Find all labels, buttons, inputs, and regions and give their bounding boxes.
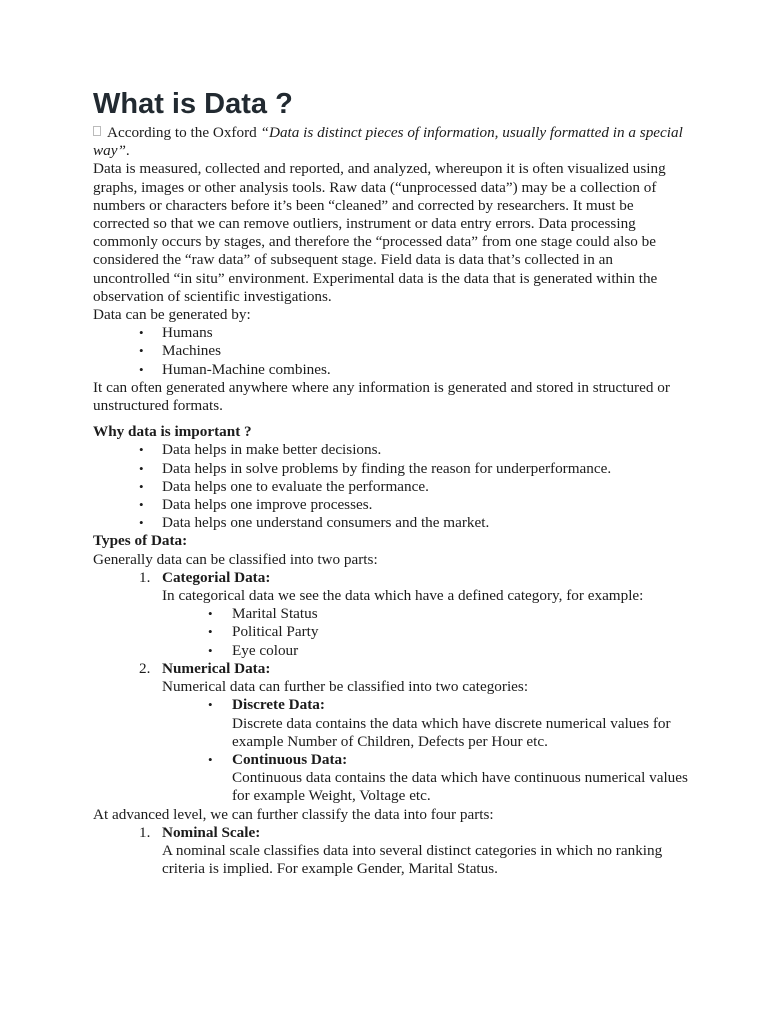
list-item: • Machines xyxy=(93,342,693,360)
discrete-text: Discrete data contains the data which have discrete numerical values for example Number of Children, Defects per Hour etc. xyxy=(232,714,671,750)
categorial-text: In categorical data we see the data which have a defined category, for example: xyxy=(162,587,644,605)
list-number: 1. xyxy=(139,568,151,586)
list-item xyxy=(93,642,693,660)
categorial-heading: Categorial Data: xyxy=(162,568,271,586)
types-intro: Generally data can be classified into two parts: xyxy=(93,550,378,568)
generated-list xyxy=(93,324,693,379)
list-item-text: Political Party xyxy=(232,623,319,641)
list-item: • Human-Machine combines. xyxy=(93,361,693,379)
list-item: • Data helps one understand consumers and the market. xyxy=(93,514,693,532)
list-number: 2. xyxy=(139,659,151,677)
oxford-quote: “Data is distinct pieces of information, usually formatted in a special way” xyxy=(93,124,683,160)
discrete-item xyxy=(93,696,693,751)
list-item: • Humans xyxy=(93,324,693,342)
advanced-intro: At advanced level, we can further classify the data into four parts: xyxy=(93,805,494,823)
types-heading xyxy=(93,532,693,550)
numerical-subtypes xyxy=(93,696,693,805)
list-item: • Data helps one to evaluate the performance. xyxy=(93,478,693,496)
continuous-text: Continuous data contains the data which have continuous numerical values for example Weight, Voltage etc. xyxy=(232,769,688,805)
generated-intro: Data can be generated by: xyxy=(93,306,251,324)
categorial-item xyxy=(93,569,693,660)
list-item: • Data helps in solve problems by finding the reason for underperformance. xyxy=(93,460,693,478)
missing-glyph-icon xyxy=(93,126,101,136)
list-item-text: Eye colour xyxy=(232,641,299,659)
intro-suffix: . xyxy=(125,142,130,160)
why-heading xyxy=(93,423,693,441)
why-heading-text: Why data is important ? xyxy=(93,423,252,441)
scales-list xyxy=(93,824,693,879)
nominal-item xyxy=(93,824,693,879)
list-item-text: Marital Status xyxy=(232,605,318,623)
types-list xyxy=(93,569,693,806)
nominal-text: A nominal scale classifies data into several distinct categories in which no ranking criteria is implied. For example Gender, Marital Status. xyxy=(162,841,663,878)
discrete-heading: Discrete Data: xyxy=(232,696,325,714)
list-item: • Data helps in make better decisions. xyxy=(93,441,693,459)
nominal-heading: Nominal Scale: xyxy=(162,823,261,841)
intro-prefix: According to the Oxford xyxy=(107,124,261,141)
generated-paragraph: It can often generated anywhere where any information is generated and stored in structured or unstructured formats. xyxy=(93,378,670,415)
list-item xyxy=(93,605,693,623)
intro-line xyxy=(93,124,693,160)
document-page xyxy=(93,86,693,878)
numerical-item xyxy=(93,660,693,806)
numerical-heading: Numerical Data: xyxy=(162,659,271,677)
list-number: 1. xyxy=(139,823,151,841)
page-title: What is Data ? xyxy=(93,88,293,120)
continuous-item xyxy=(93,751,693,806)
data-definition-paragraph: Data is measured, collected and reported, and analyzed, whereupon it is often visualized using graphs, images or other analysis tools. Raw data (“unprocessed data”) may be a collection of numbers or characters before it’s been “cleaned” and corrected by researchers. It must be corrected so that we can remove outliers, instrument or data entry errors. Data processing commonly occurs by stages, and therefore the “processed data” from one stage could also be considered the “raw data” of subsequent stage. Field data is data that’s collected in an uncontrolled “in situ” environment. Experimental data is the data that is generated within the observation of scientific investigations. xyxy=(93,160,666,305)
categorial-examples xyxy=(93,605,693,660)
list-item xyxy=(93,623,693,641)
continuous-heading: Continuous Data: xyxy=(232,750,348,768)
list-item: • Data helps one improve processes. xyxy=(93,496,693,514)
why-list xyxy=(93,441,693,532)
numerical-text: Numerical data can further be classified into two categories: xyxy=(162,678,529,696)
types-heading-text: Types of Data: xyxy=(93,532,188,550)
